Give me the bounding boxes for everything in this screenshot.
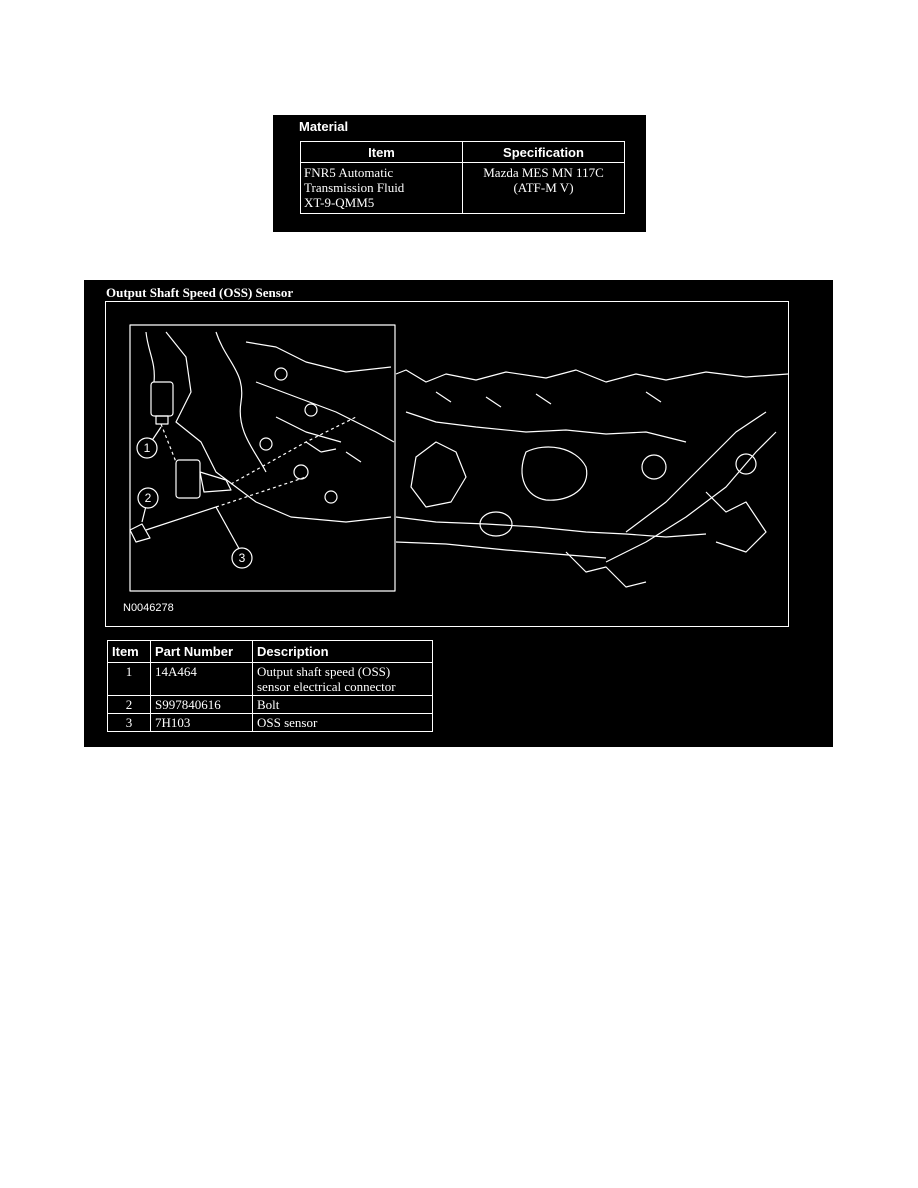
bolt-shank: [146, 507, 216, 530]
material-item-line: XT-9-QMM5: [304, 195, 375, 210]
material-spec-cell: [463, 163, 625, 214]
case-outline: [216, 332, 266, 472]
bolt-head: [260, 438, 272, 450]
parts-table: [107, 640, 433, 732]
description-line: Bolt: [257, 697, 280, 712]
parts-header-description: Description: [253, 641, 433, 663]
callout-label-2: 2: [144, 491, 152, 505]
table-row: [108, 714, 433, 732]
electrical-connector: [151, 382, 173, 416]
part-description: [253, 663, 433, 696]
parts-header-part-number: Part Number: [151, 641, 253, 663]
case-outline: [256, 382, 394, 442]
subframe-member: [606, 432, 776, 562]
parts-header-row: [108, 641, 433, 663]
callout-label-1: 1: [143, 441, 151, 455]
control-arm: [706, 492, 766, 552]
bolt-head: [305, 404, 317, 416]
material-row: [301, 163, 625, 214]
sensor-flange: [200, 472, 231, 492]
material-title: Material: [299, 119, 349, 134]
undercarriage-outline: [396, 542, 606, 558]
table-row: [108, 696, 433, 714]
material-table: [300, 141, 625, 214]
assembly-line: [161, 424, 176, 462]
material-header-item: Item: [301, 142, 463, 163]
undercarriage-outline: [396, 370, 788, 382]
material-header-specification: Specification: [463, 142, 625, 163]
callout-leader-3: [216, 507, 242, 554]
part-description: [253, 714, 433, 732]
part-number: 7H103: [151, 714, 253, 732]
case-detail: [306, 442, 361, 462]
oss-figure: [105, 301, 789, 627]
oss-illustration: [106, 302, 788, 626]
connector-latch: [156, 416, 168, 424]
oss-sensor: [176, 460, 200, 498]
item-number: 2: [108, 696, 151, 714]
exhaust-pipe: [566, 552, 646, 587]
description-line: sensor electrical connector: [257, 679, 396, 694]
description-line: OSS sensor: [257, 715, 318, 730]
bolt-head: [275, 368, 287, 380]
bolt-head: [294, 465, 308, 479]
transmission-body: [522, 447, 587, 500]
material-item-cell: [301, 163, 463, 214]
part-description: [253, 696, 433, 714]
mount-bushing: [642, 455, 666, 479]
table-row: [108, 663, 433, 696]
harness-wire: [146, 332, 154, 382]
item-number: 1: [108, 663, 151, 696]
parts-header-item: Item: [108, 641, 151, 663]
callout-label-3: 3: [238, 551, 246, 565]
material-spec-line: (ATF-M V): [513, 180, 574, 195]
part-number: S997840616: [151, 696, 253, 714]
undercarriage-outline: [406, 412, 686, 442]
material-box: [273, 115, 646, 232]
bolt-head: [325, 491, 337, 503]
part-number: 14A464: [151, 663, 253, 696]
oss-title: Output Shaft Speed (OSS) Sensor: [106, 285, 294, 300]
transmission-body: [411, 442, 466, 507]
material-item-line: FNR5 Automatic: [304, 165, 394, 180]
description-line: Output shaft speed (OSS): [257, 664, 391, 679]
figure-id: N0046278: [123, 602, 174, 614]
material-item-line: Transmission Fluid: [304, 180, 405, 195]
bolt-head: [130, 524, 150, 542]
case-outline: [246, 342, 391, 372]
fastener-detail: [436, 392, 661, 407]
material-spec-line: Mazda MES MN 117C: [483, 165, 604, 180]
subframe-member: [626, 412, 766, 532]
assembly-line: [231, 417, 356, 484]
material-header-row: [301, 142, 625, 163]
item-number: 3: [108, 714, 151, 732]
oss-panel: [84, 280, 833, 747]
